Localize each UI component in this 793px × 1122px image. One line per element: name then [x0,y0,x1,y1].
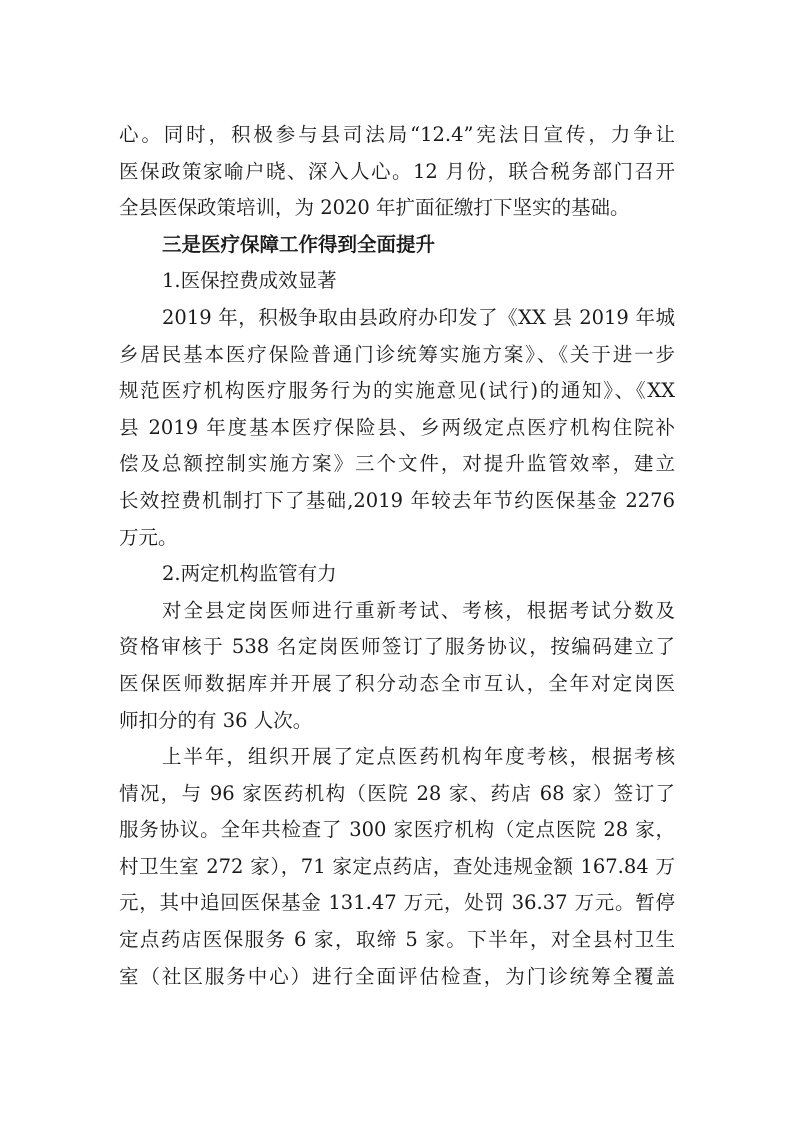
paragraph-line: 定点药店医保服务 6 家，取缔 5 家。下半年，对全县村卫生 [119,928,675,952]
paragraph-line: 规范医疗机构医疗服务行为的实施意见(试行)的通知》、《XX [119,379,675,403]
paragraph-line: 上半年，组织开展了定点医药机构年度考核，根据考核 [162,745,675,769]
document-body [119,117,675,995]
paragraph-line: 医保政策家喻户晓、深入人心。12 月份，联合税务部门召开 [119,159,675,183]
subsection-heading: 1.医保控费成效显著 [162,269,337,293]
paragraph-line: 心。同时，积极参与县司法局“12.4”宪法日宣传，力争让 [119,123,675,146]
subsection-heading: 2.两定机构监管有力 [162,562,337,586]
paragraph-line: 室（社区服务中心）进行全面评估检查，为门诊统筹全覆盖 [119,964,675,988]
paragraph-line: 偿及总额控制实施方案》三个文件，对提升监管效率，建立 [119,452,675,476]
paragraph-line: 全县医保政策培训，为 2020 年扩面征缴打下坚实的基础。 [119,196,630,220]
paragraph-line: 服务协议。全年共检查了 300 家医疗机构（定点医院 28 家， [119,818,675,842]
paragraph-line: 村卫生室 272 家），71 家定点药店，查处违规金额 167.84 万 [119,854,675,878]
paragraph-line: 长效控费机制打下了基础,2019 年较去年节约医保基金 2276 [119,488,675,512]
paragraph-line: 情况，与 96 家医药机构（医院 28 家、药店 68 家）签订了 [119,781,675,805]
paragraph-line: 医保医师数据库并开展了积分动态全市互认，全年对定岗医 [119,671,675,695]
paragraph-line: 师扣分的有 36 人次。 [119,708,313,732]
paragraph-line: 乡居民基本医疗保险普通门诊统筹实施方案》、《关于进一步 [119,342,675,366]
paragraph-line: 县 2019 年度基本医疗保险县、乡两级定点医疗机构住院补 [119,415,675,439]
paragraph-line: 2019 年，积极争取由县政府办印发了《XX 县 2019 年城 [162,305,675,329]
paragraph-line: 对全县定岗医师进行重新考试、考核，根据考试分数及 [162,598,675,622]
section-heading: 三是医疗保障工作得到全面提升 [162,232,436,256]
paragraph-line: 元，其中追回医保基金 131.47 万元，处罚 36.37 万元。暂停 [119,891,675,915]
paragraph-line: 资格审核于 538 名定岗医师签订了服务协议，按编码建立了 [119,635,675,659]
paragraph-line: 万元。 [119,525,178,549]
